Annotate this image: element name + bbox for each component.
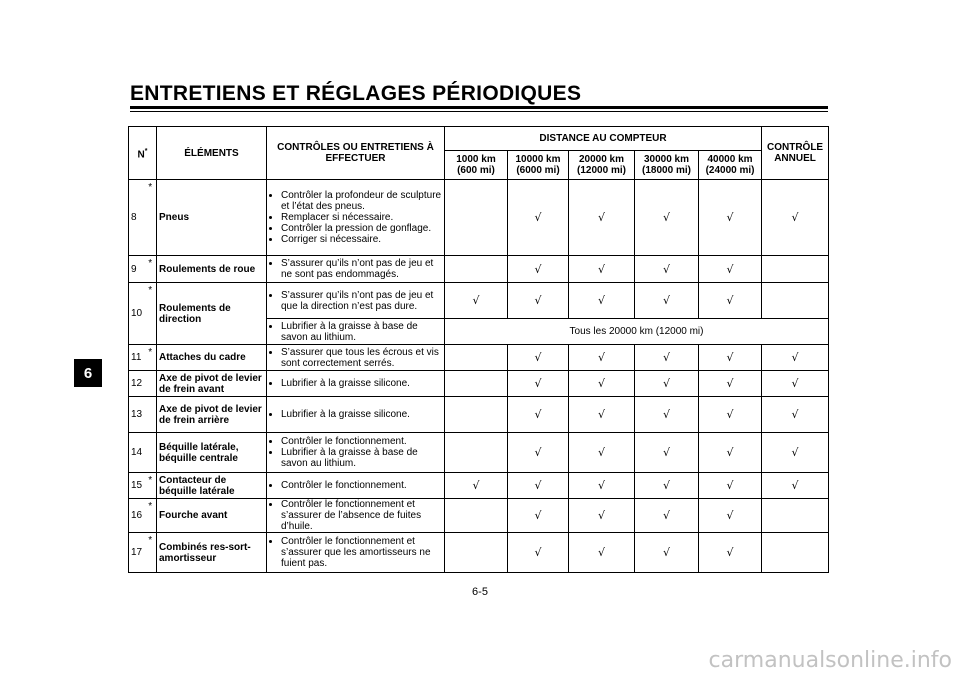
table-row	[129, 499, 829, 533]
row-item: Roulements de direction	[157, 283, 267, 345]
check-annual	[762, 397, 829, 433]
check-cell	[445, 371, 508, 397]
check-mark: √	[662, 377, 670, 390]
action-item: • Contrôler le fonctionnement et s’assurer de l’absence de fuites d’huile.	[281, 499, 442, 532]
row-number: 13	[129, 397, 145, 433]
action-item: • Contrôler le fonctionnement.	[281, 436, 442, 447]
check-mark: √	[726, 446, 734, 459]
check-cell	[635, 283, 699, 319]
check-cell	[445, 256, 508, 283]
action-item: • S’assurer qu’ils n’ont pas de jeu et que la direction n’est pas dure.	[281, 290, 442, 312]
check-cell	[569, 397, 635, 433]
check-mark: √	[726, 546, 734, 559]
check-cell	[635, 433, 699, 473]
check-cell	[635, 473, 699, 499]
header-checks: CONTRÔLES OU ENTRETIENS À EFFECTUER	[267, 127, 445, 180]
action-item: • Lubrifier à la graisse à base de savon au lithium.	[281, 447, 442, 469]
row-item: Combinés res-sort-amortisseur	[157, 533, 267, 573]
row-star	[145, 397, 157, 433]
check-mark: √	[726, 211, 734, 224]
title-rule-thin	[130, 111, 828, 112]
check-cell	[569, 533, 635, 573]
table-row	[129, 283, 829, 319]
check-cell	[569, 433, 635, 473]
row-actions	[267, 319, 445, 345]
row-actions	[267, 256, 445, 283]
check-cell	[635, 397, 699, 433]
distance-mi: (600 mi)	[457, 165, 495, 176]
action-item: • Corriger si nécessaire.	[281, 234, 442, 245]
check-annual	[762, 473, 829, 499]
check-cell	[699, 256, 762, 283]
check-mark: √	[726, 262, 734, 276]
row-item: Roulements de roue	[157, 256, 267, 283]
action-list	[269, 321, 442, 343]
check-cell	[445, 473, 508, 499]
check-mark: √	[472, 479, 480, 492]
check-mark: √	[662, 509, 670, 522]
action-list	[269, 258, 442, 280]
header-number: N*	[129, 127, 157, 180]
check-cell	[445, 397, 508, 433]
action-list	[269, 480, 442, 491]
check-annual	[762, 283, 829, 319]
check-annual	[762, 499, 829, 533]
action-item: • S’assurer que tous les écrous et vis sont correctement serrés.	[281, 347, 442, 369]
check-mark: √	[597, 351, 605, 364]
table-row	[129, 371, 829, 397]
interval-note: Tous les 20000 km (12000 mi)	[445, 319, 829, 345]
action-list	[269, 347, 442, 369]
check-cell	[569, 473, 635, 499]
check-annual	[762, 256, 829, 283]
check-mark: √	[534, 294, 542, 307]
row-number: 11	[129, 345, 145, 371]
distance-km: 1000 km	[456, 154, 496, 165]
check-cell	[699, 180, 762, 256]
table-row	[129, 433, 829, 473]
check-cell	[508, 433, 569, 473]
row-star: *	[145, 345, 157, 371]
check-cell	[569, 283, 635, 319]
check-annual	[762, 371, 829, 397]
distance-mi: (24000 mi)	[705, 165, 755, 176]
check-cell	[508, 256, 569, 283]
check-cell	[508, 345, 569, 371]
check-cell	[445, 180, 508, 256]
action-list	[269, 190, 442, 245]
action-list	[269, 409, 442, 420]
action-list	[269, 378, 442, 389]
row-item: Attaches du cadre	[157, 345, 267, 371]
check-mark: √	[534, 509, 542, 522]
action-list	[269, 536, 442, 569]
action-list	[269, 499, 442, 532]
header-distance: DISTANCE AU COMPTEUR	[445, 127, 762, 151]
check-mark: √	[726, 351, 734, 364]
table-row	[129, 533, 829, 573]
check-cell	[508, 180, 569, 256]
row-number: 8	[129, 180, 145, 256]
row-star: *	[145, 256, 157, 283]
header-annual: CONTRÔLE ANNUEL	[762, 127, 829, 180]
maintenance-table	[128, 126, 829, 573]
check-cell	[445, 533, 508, 573]
check-mark: √	[534, 351, 542, 364]
row-number: 15	[129, 473, 145, 499]
row-actions	[267, 533, 445, 573]
distance-km: 10000 km	[515, 154, 561, 165]
check-cell	[445, 499, 508, 533]
header-distance-col	[699, 151, 762, 180]
check-mark: √	[534, 262, 542, 276]
check-mark: √	[791, 377, 799, 390]
check-mark: √	[791, 408, 799, 421]
action-item: • S’assurer qu’ils n’ont pas de jeu et ne sont pas endommagés.	[281, 258, 442, 280]
check-mark: √	[534, 377, 542, 390]
check-mark: √	[597, 546, 605, 559]
row-star: *	[145, 499, 157, 533]
check-mark: √	[662, 408, 670, 421]
chapter-tab: 6	[74, 359, 102, 387]
table-row	[129, 180, 829, 256]
check-cell	[445, 433, 508, 473]
action-item: • Contrôler la pression de gonflage.	[281, 223, 442, 234]
check-cell	[508, 473, 569, 499]
check-mark: √	[662, 294, 670, 307]
check-mark: √	[662, 546, 670, 559]
check-cell	[699, 499, 762, 533]
check-mark: √	[597, 408, 605, 421]
action-list	[269, 290, 442, 312]
table-row	[129, 473, 829, 499]
row-star	[145, 433, 157, 473]
check-mark: √	[726, 509, 734, 522]
check-cell	[699, 433, 762, 473]
check-mark: √	[534, 408, 542, 421]
row-actions	[267, 371, 445, 397]
check-mark: √	[726, 294, 734, 307]
check-mark: √	[726, 408, 734, 421]
table-row	[129, 397, 829, 433]
action-item: • Contrôler le fonctionnement et s’assurer que les amortisseurs ne fuient pas.	[281, 536, 442, 569]
check-mark: √	[597, 446, 605, 459]
check-cell	[569, 180, 635, 256]
check-cell	[569, 371, 635, 397]
action-item: • Contrôler la profondeur de sculpture et l’état des pneus.	[281, 190, 442, 212]
row-actions	[267, 433, 445, 473]
check-mark: √	[791, 211, 799, 224]
table-row	[129, 345, 829, 371]
page-number: 6-5	[472, 586, 488, 598]
row-star: *	[145, 180, 157, 256]
check-mark: √	[597, 294, 605, 307]
distance-km: 30000 km	[643, 154, 690, 165]
action-item: • Lubrifier à la graisse à base de savon au lithium.	[281, 321, 442, 343]
page-title: ENTRETIENS ET RÉGLAGES PÉRIODIQUES	[130, 82, 582, 105]
check-mark: √	[597, 211, 605, 224]
check-mark: √	[662, 211, 670, 224]
row-actions	[267, 473, 445, 499]
check-mark: √	[662, 446, 670, 459]
check-mark: √	[534, 546, 542, 559]
check-mark: √	[597, 479, 605, 492]
row-number: 9	[129, 256, 145, 283]
check-cell	[635, 499, 699, 533]
row-actions	[267, 499, 445, 533]
header-distance-col	[635, 151, 699, 180]
distance-mi: (18000 mi)	[642, 165, 691, 176]
check-cell	[508, 283, 569, 319]
row-star	[145, 371, 157, 397]
check-annual	[762, 433, 829, 473]
row-number: 17	[129, 533, 145, 573]
check-cell	[508, 533, 569, 573]
check-cell	[635, 371, 699, 397]
check-mark: √	[534, 446, 542, 459]
distance-km: 20000 km	[578, 154, 625, 165]
row-item: Axe de pivot de levier de frein arrière	[157, 397, 267, 433]
check-mark: √	[597, 262, 605, 276]
row-number: 12	[129, 371, 145, 397]
check-cell	[635, 256, 699, 283]
check-mark: √	[726, 377, 734, 390]
action-item: • Lubrifier à la graisse silicone.	[281, 409, 442, 420]
check-cell	[445, 283, 508, 319]
table-row	[129, 256, 829, 283]
row-actions	[267, 283, 445, 319]
header-distance-col	[569, 151, 635, 180]
row-actions	[267, 180, 445, 256]
check-mark: √	[662, 479, 670, 492]
check-mark: √	[791, 446, 799, 459]
row-number: 10	[129, 283, 145, 345]
check-mark: √	[534, 211, 542, 224]
check-cell	[699, 533, 762, 573]
check-cell	[569, 345, 635, 371]
row-item: Pneus	[157, 180, 267, 256]
check-cell	[508, 499, 569, 533]
action-list	[269, 436, 442, 469]
check-mark: √	[791, 479, 799, 492]
distance-km: 40000 km	[707, 154, 753, 165]
action-item: • Contrôler le fonctionnement.	[281, 480, 442, 491]
row-item: Béquille latérale, béquille centrale	[157, 433, 267, 473]
check-mark: √	[662, 262, 670, 276]
check-cell	[635, 180, 699, 256]
row-actions	[267, 345, 445, 371]
check-cell	[699, 283, 762, 319]
row-item: Fourche avant	[157, 499, 267, 533]
row-item: Axe de pivot de levier de frein avant	[157, 371, 267, 397]
row-actions	[267, 397, 445, 433]
check-annual	[762, 345, 829, 371]
distance-mi: (12000 mi)	[577, 165, 626, 176]
check-cell	[699, 397, 762, 433]
check-cell	[445, 345, 508, 371]
row-star: *	[145, 473, 157, 499]
check-cell	[699, 473, 762, 499]
title-rule-thick	[130, 106, 828, 109]
header-distance-col	[508, 151, 569, 180]
check-cell	[699, 345, 762, 371]
check-cell	[699, 371, 762, 397]
action-item: • Remplacer si nécessaire.	[281, 212, 442, 223]
row-item: Contacteur de béquille latérale	[157, 473, 267, 499]
check-mark: √	[472, 294, 480, 307]
row-number: 14	[129, 433, 145, 473]
row-star: *	[145, 533, 157, 573]
check-annual	[762, 180, 829, 256]
check-cell	[569, 499, 635, 533]
check-mark: √	[726, 479, 734, 492]
check-cell	[508, 371, 569, 397]
row-number: 16	[129, 499, 145, 533]
distance-mi: (6000 mi)	[516, 165, 560, 176]
check-mark: √	[597, 377, 605, 390]
action-item: • Lubrifier à la graisse silicone.	[281, 378, 442, 389]
watermark: carmanualsonline.info	[708, 648, 952, 673]
check-cell	[635, 533, 699, 573]
check-cell	[635, 345, 699, 371]
check-mark: √	[534, 479, 542, 492]
check-cell	[569, 256, 635, 283]
check-mark: √	[662, 351, 670, 364]
row-star: *	[145, 283, 157, 345]
check-mark: √	[597, 509, 605, 522]
header-distance-col	[445, 151, 508, 180]
check-mark: √	[791, 351, 799, 364]
header-elements: ÉLÉMENTS	[157, 127, 267, 180]
check-cell	[508, 397, 569, 433]
check-annual	[762, 533, 829, 573]
